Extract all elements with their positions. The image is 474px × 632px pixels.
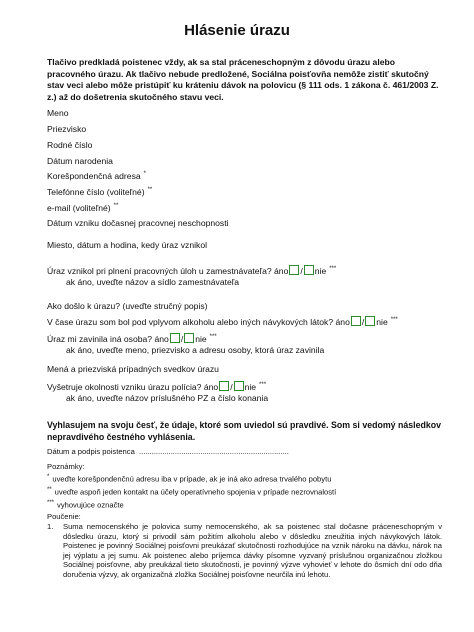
- poucenie-title: Poučenie:: [47, 512, 81, 521]
- option-nie: nie: [195, 334, 207, 344]
- signature-line: [47, 447, 289, 456]
- footnote-mark: **: [47, 487, 52, 493]
- poucenie-item: [47, 522, 442, 580]
- question-sub: ak áno, uveďte názov a sídlo zamestnávateľa: [66, 277, 240, 287]
- question-zavinenie: [47, 333, 217, 344]
- field-priezvisko: Priezvisko: [47, 124, 87, 134]
- field-miesto: Miesto, dátum a hodina, kedy úraz vznikol: [47, 240, 208, 250]
- footnote-mark: ***: [259, 382, 267, 389]
- option-nie: nie: [314, 266, 327, 276]
- notes-title: Poznámky:: [47, 462, 85, 471]
- field-telefon-label: Telefónne číslo (voliteľné): [47, 187, 145, 197]
- question-pracovne-ulohy: [47, 265, 336, 276]
- declaration: Vyhlasujem na svoju česť, že údaje, ktoré som uviedol sú pravdivé. Som si vedomý následkov nepravdivého čestného vyhlásenia.: [47, 420, 442, 442]
- question-text: Úraz vznikol pri plnení pracovných úloh u zamestnávateľa? áno: [47, 266, 289, 276]
- footnote-mark: *: [143, 171, 146, 178]
- field-rodne-cislo: Rodné číslo: [47, 140, 93, 150]
- question-popis: Ako došlo k úrazu? (uveďte stručný popis): [47, 301, 208, 311]
- intro-paragraph: Tlačivo predkladá poistenec vždy, ak sa stal práceneschopným z dôvodu úrazu alebo pracovného úrazu. Ak tlačivo nebude predložené, Sociálna poisťovňa nemôže zistiť skutočný stav veci alebo môže pristúpiť ku kráteniu dávok na polovicu (§ 111 ods. 1 zákona č. 461/2003 Z. z.) až do došetrenia skutočného stavu veci.: [47, 57, 439, 102]
- separator: /: [230, 382, 233, 392]
- note-text: vyhovujúce označte: [57, 500, 124, 510]
- field-datum-narodenia: Dátum narodenia: [47, 156, 113, 166]
- note-item: [47, 500, 124, 510]
- note-item: [47, 474, 331, 484]
- field-datum-vzniku: Dátum vzniku dočasnej pracovnej neschopnosti: [47, 218, 229, 228]
- option-nie: nie: [376, 317, 388, 327]
- checkbox-ano[interactable]: [289, 265, 299, 275]
- question-text: Vyšetruje okolnosti vzniku úrazu polícia? áno: [47, 382, 219, 392]
- field-email: [47, 203, 118, 213]
- signature-dots: .......................................................................: [139, 447, 289, 456]
- separator: /: [300, 266, 303, 276]
- field-korespondencna-label: Korešpondenčná adresa: [47, 171, 141, 181]
- footnote-mark: ***: [329, 266, 337, 273]
- question-text: Úraz mi zavinila iná osoba? áno: [47, 334, 169, 344]
- checkbox-nie[interactable]: [184, 333, 194, 343]
- page-title: Hlásenie úrazu: [184, 22, 290, 39]
- footnote-mark: ***: [47, 500, 55, 506]
- note-text: uveďte aspoň jeden kontakt na účely operatívneho spojenia v prípade nezrovnalostí: [54, 487, 337, 497]
- question-alkohol: [47, 316, 398, 327]
- field-email-label: e-mail (voliteľné): [47, 203, 111, 213]
- separator: /: [361, 317, 365, 327]
- question-sub: ak áno, uveďte názov príslušného PZ a číslo konania: [66, 393, 269, 403]
- note-text: uveďte korešpondenčnú adresu iba v prípade, ak je iná ako adresa trvalého pobytu: [52, 474, 332, 484]
- field-telefon: [47, 187, 152, 197]
- question-policia: [47, 381, 266, 392]
- footnote-mark: *: [47, 474, 50, 480]
- question-sub: ak áno, uveďte meno, priezvisko a adresu osoby, ktorá úraz zavinila: [66, 345, 325, 355]
- list-number: 1.: [47, 522, 54, 531]
- checkbox-nie[interactable]: [304, 265, 314, 275]
- poucenie-text: Suma nemocenského je polovica sumy nemocenského, ak sa poistenec stal dočasne práceneschopným v dôsledku úrazu, ktorý si privodil sám požitím alkoholu alebo v dôsledku zneužitia iných návykových látok. Poistenec je povinný Sociálnej poisťovni preukázať skutočnosti rozhodujúce na vznik nároku na dávku, nárok na jej výplatu a jej sumu. Ak poistenec alebo príjemca dávky písomne vyzvaný príslušnou organizačnou zložkou Sociálnej poisťovne, aby preukázal tieto skutočnosti, je povinný výzve vyhovieť v lehote do ôsmich dní odo dňa doručenia výzvy, ak organizačná zložka Sociálnej poisťovne neurčila inú lehotu.: [63, 522, 442, 579]
- footnote-mark: ***: [209, 334, 217, 341]
- field-meno: Meno: [47, 108, 69, 118]
- footnote-mark: **: [147, 187, 153, 194]
- checkbox-nie[interactable]: [365, 316, 375, 326]
- footnote-mark: ***: [390, 317, 398, 324]
- note-item: [47, 487, 336, 497]
- checkbox-ano[interactable]: [170, 333, 180, 343]
- signature-label: Dátum a podpis poistenca: [47, 447, 135, 456]
- checkbox-ano[interactable]: [351, 316, 361, 326]
- question-svedkovia: Mená a priezviská prípadných svedkov úrazu: [47, 364, 219, 374]
- checkbox-ano[interactable]: [219, 381, 229, 391]
- separator: /: [180, 334, 184, 344]
- field-korespondencna-adresa: [47, 171, 146, 181]
- footnote-mark: **: [113, 203, 119, 210]
- question-text: V čase úrazu som bol pod vplyvom alkoholu alebo iných návykových látok? áno: [47, 317, 350, 327]
- option-nie: nie: [244, 382, 257, 392]
- checkbox-nie[interactable]: [234, 381, 244, 391]
